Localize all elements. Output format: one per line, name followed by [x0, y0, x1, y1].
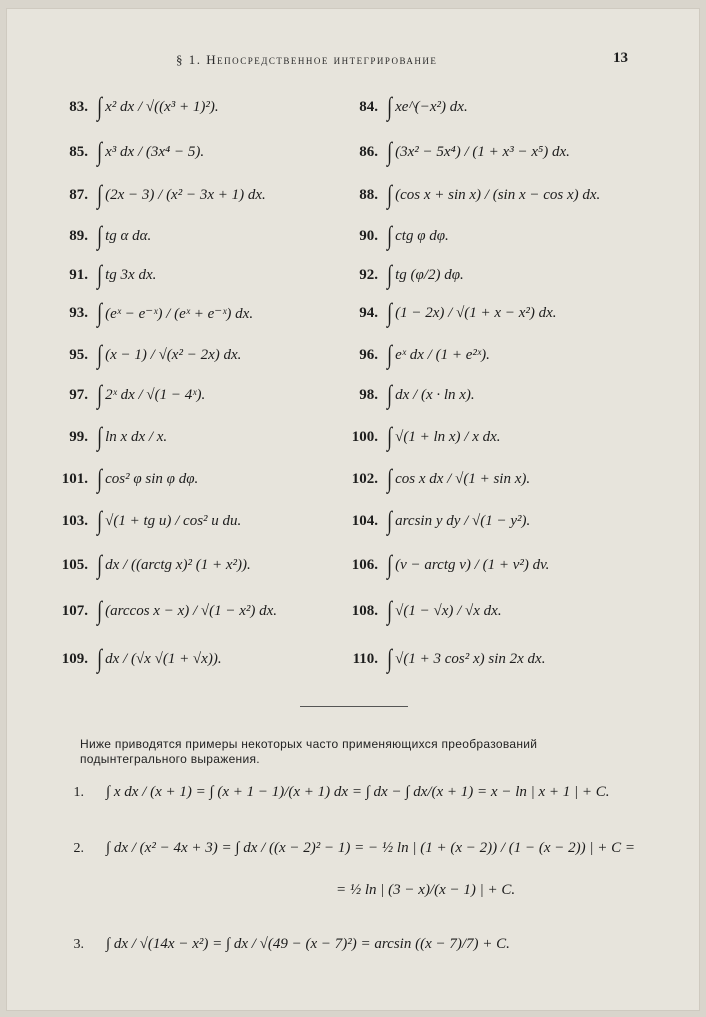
integral-sign: ∫	[97, 260, 103, 289]
example-item	[66, 936, 510, 953]
problem-item	[54, 504, 241, 538]
page-number: 13	[613, 50, 628, 66]
problem-number: 90.	[359, 227, 378, 244]
problem-number: 101.	[61, 470, 88, 487]
integral-sign: ∫	[387, 137, 393, 166]
problem-number: 88.	[359, 186, 378, 203]
problem-expression: ln x dx / x.	[105, 428, 168, 445]
problem-item	[344, 378, 475, 412]
integral-sign: ∫	[97, 92, 103, 121]
problem-number: 85.	[69, 143, 88, 160]
section-divider	[300, 706, 408, 707]
problem-expression: x² dx / √((x³ + 1)²).	[105, 98, 219, 115]
integral-sign: ∫	[97, 221, 103, 250]
problem-number: 93.	[69, 304, 88, 321]
problem-expression: tg α dα.	[105, 227, 152, 244]
problem-item	[344, 504, 530, 538]
integral-sign: ∫	[387, 506, 393, 535]
problem-expression: eˣ dx / (1 + e²ˣ).	[395, 346, 490, 363]
example-expression: ∫ x dx / (x + 1) = ∫ (x + 1 − 1)/(x + 1) dx = ∫ dx − ∫ dx/(x + 1) = x − ln | x + 1 | + C.	[106, 784, 610, 800]
problem-expression: cos² φ sin φ dφ.	[105, 470, 199, 487]
integral-sign: ∫	[97, 506, 103, 535]
example-item	[66, 840, 635, 857]
problem-item	[54, 219, 151, 253]
integral-sign: ∫	[387, 422, 393, 451]
problem-expression: tg (φ/2) dφ.	[395, 266, 464, 283]
integral-sign: ∫	[97, 298, 103, 327]
problem-item	[344, 420, 501, 454]
example-number: 1.	[73, 784, 84, 800]
problem-item	[344, 135, 570, 169]
problem-item	[54, 378, 205, 412]
problem-expression: dx / (√x √(1 + √x)).	[105, 650, 222, 667]
problem-item	[344, 462, 530, 496]
intro-paragraph: Ниже приводятся примеры некоторых часто применяющихся преобразований подынтегрального выражения.	[80, 737, 538, 766]
problem-expression: tg 3x dx.	[105, 266, 157, 283]
example-item	[336, 882, 515, 899]
problem-item	[54, 642, 222, 676]
problem-number: 104.	[351, 512, 378, 529]
integral-sign: ∫	[97, 340, 103, 369]
example-expression: ∫ dx / √(14x − x²) = ∫ dx / √(49 − (x − 7)²) = arcsin ((x − 7)/7) + C.	[106, 936, 510, 952]
problem-expression: cos x dx / √(1 + sin x).	[395, 470, 531, 487]
problem-number: 105.	[61, 556, 88, 573]
integral-sign: ∫	[97, 180, 103, 209]
problem-number: 106.	[351, 556, 378, 573]
problem-number: 84.	[359, 98, 378, 115]
problem-number: 99.	[69, 428, 88, 445]
problem-item	[344, 219, 449, 253]
problem-item	[54, 548, 251, 582]
integral-sign: ∫	[97, 380, 103, 409]
problem-item	[54, 90, 219, 124]
problem-expression: xe^(−x²) dx.	[395, 98, 468, 115]
problem-expression: (2x − 3) / (x² − 3x + 1) dx.	[105, 186, 266, 203]
integral-sign: ∫	[387, 298, 393, 327]
problem-expression: √(1 − √x) / √x dx.	[395, 602, 502, 619]
problem-number: 108.	[351, 602, 378, 619]
problem-item	[54, 594, 277, 628]
integral-sign: ∫	[97, 464, 103, 493]
problem-expression: √(1 + ln x) / x dx.	[395, 428, 501, 445]
integral-sign: ∫	[387, 550, 393, 579]
integral-sign: ∫	[387, 464, 393, 493]
problem-item	[54, 420, 167, 454]
problem-number: 83.	[69, 98, 88, 115]
problem-number: 94.	[359, 304, 378, 321]
problem-item	[54, 258, 156, 292]
problem-number: 89.	[69, 227, 88, 244]
problem-expression: √(1 + 3 cos² x) sin 2x dx.	[395, 650, 546, 667]
problem-item	[344, 90, 468, 124]
integral-sign: ∫	[387, 340, 393, 369]
problem-item	[344, 338, 490, 372]
problem-expression: ctg φ dφ.	[395, 227, 449, 244]
problem-expression: √(1 + tg u) / cos² u du.	[105, 512, 242, 529]
problem-expression: (x − 1) / √(x² − 2x) dx.	[105, 346, 242, 363]
problem-item	[344, 178, 600, 212]
problem-expression: (eˣ − e⁻ˣ) / (eˣ + e⁻ˣ) dx.	[105, 305, 254, 322]
problem-expression: (arccos x − x) / √(1 − x²) dx.	[105, 602, 278, 619]
integral-sign: ∫	[97, 596, 103, 625]
problem-number: 86.	[359, 143, 378, 160]
problem-item	[344, 642, 545, 676]
integral-sign: ∫	[387, 180, 393, 209]
example-expression: = ½ ln | (3 − x)/(x − 1) | + C.	[336, 882, 516, 898]
integral-sign: ∫	[97, 137, 103, 166]
problem-item	[344, 594, 502, 628]
problem-expression: (v − arctg v) / (1 + v²) dv.	[395, 556, 550, 573]
example-expression: ∫ dx / (x² − 4x + 3) = ∫ dx / ((x − 2)² − 1) = − ½ ln | (1 + (x − 2)) / (1 − (x − 2)) | + C =	[106, 840, 636, 856]
problem-expression: dx / (x · ln x).	[395, 386, 475, 403]
integral-sign: ∫	[387, 644, 393, 673]
problem-item	[54, 178, 266, 212]
integral-sign: ∫	[97, 422, 103, 451]
problem-item	[54, 462, 198, 496]
problem-number: 87.	[69, 186, 88, 203]
problem-expression: 2ˣ dx / √(1 − 4ˣ).	[105, 386, 206, 403]
problem-number: 98.	[359, 386, 378, 403]
integral-sign: ∫	[387, 380, 393, 409]
integral-sign: ∫	[387, 260, 393, 289]
problem-number: 107.	[61, 602, 88, 619]
problem-number: 95.	[69, 346, 88, 363]
problem-number: 100.	[351, 428, 378, 445]
integral-sign: ∫	[387, 596, 393, 625]
problem-expression: (1 − 2x) / √(1 + x − x²) dx.	[395, 304, 557, 321]
problem-number: 97.	[69, 386, 88, 403]
problem-number: 103.	[61, 512, 88, 529]
problem-item	[344, 258, 464, 292]
integral-sign: ∫	[97, 550, 103, 579]
problem-expression: (3x² − 5x⁴) / (1 + x³ − x⁵) dx.	[395, 143, 570, 160]
integral-sign: ∫	[387, 92, 393, 121]
problem-item	[344, 296, 557, 330]
problem-expression: (cos x + sin x) / (sin x − cos x) dx.	[395, 186, 601, 203]
problem-number: 96.	[359, 346, 378, 363]
page-header	[6, 52, 700, 76]
integral-sign: ∫	[387, 221, 393, 250]
section-title: § 1. Непосредственное интегрирование	[176, 52, 438, 67]
problem-item	[54, 296, 253, 330]
problem-expression: arcsin y dy / √(1 − y²).	[395, 512, 531, 529]
problem-number: 102.	[351, 470, 378, 487]
problem-number: 110.	[352, 650, 378, 667]
problem-number: 92.	[359, 266, 378, 283]
example-number: 2.	[73, 840, 84, 856]
problem-item	[54, 338, 241, 372]
example-item	[66, 784, 610, 801]
problem-expression: dx / ((arctg x)² (1 + x²)).	[105, 556, 251, 573]
problem-item	[344, 548, 549, 582]
book-page	[6, 8, 700, 1011]
integral-sign: ∫	[97, 644, 103, 673]
problem-item	[54, 135, 204, 169]
problem-number: 91.	[69, 266, 88, 283]
example-number: 3.	[73, 936, 84, 952]
problem-number: 109.	[61, 650, 88, 667]
problem-expression: x³ dx / (3x⁴ − 5).	[105, 143, 205, 160]
